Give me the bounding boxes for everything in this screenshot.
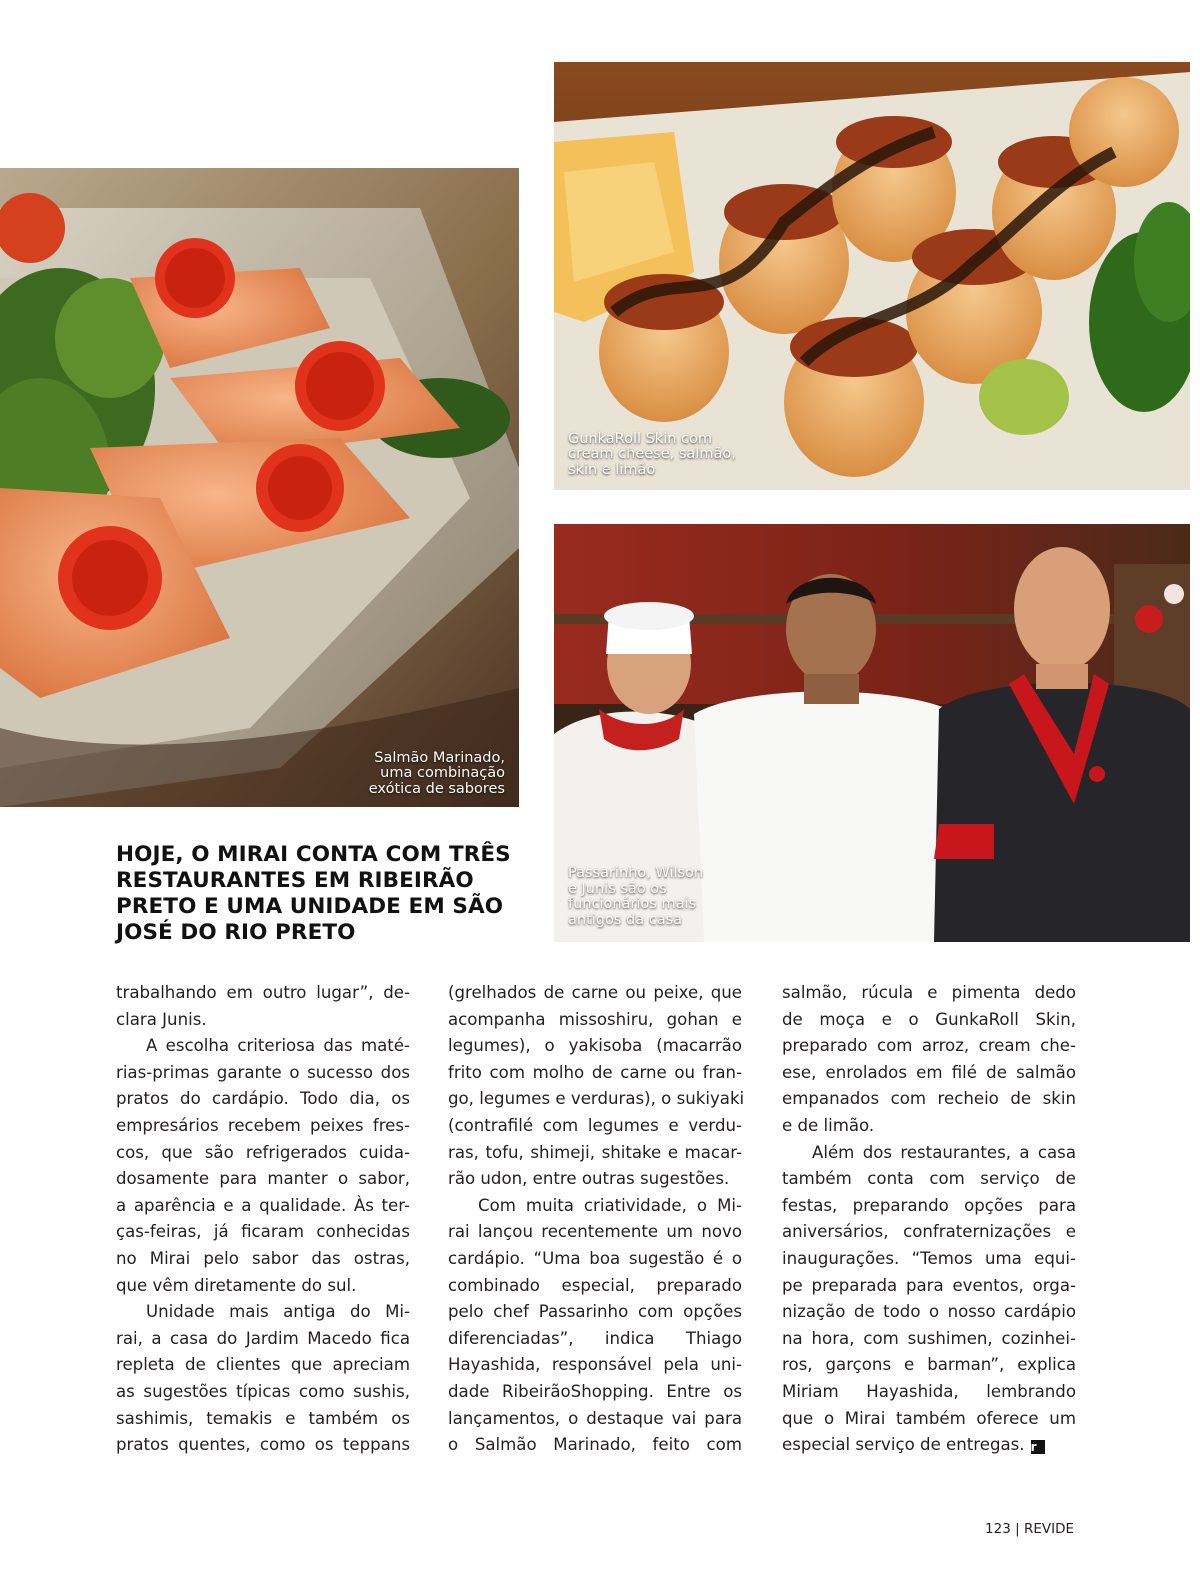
salmon-photo-illustration — [0, 168, 519, 807]
text-line: rai, a casa do Jardim Macedo fica — [116, 1328, 410, 1348]
caption-line: exótica de sabores — [368, 780, 505, 797]
caption-line: skin e limão — [568, 461, 656, 478]
text-line: as sugestões típicas como sushis, — [116, 1381, 410, 1401]
text-line: que o Mirai também oferece um — [782, 1408, 1076, 1428]
text-line: legumes), o yakisoba (macarrão — [448, 1036, 742, 1056]
text-line: aniversários, confraternizações e — [782, 1222, 1076, 1242]
revide-end-mark-icon: r — [1031, 1440, 1045, 1454]
staff-photo-caption — [568, 866, 703, 928]
page-folio: 123 | REVIDE — [985, 1521, 1074, 1537]
caption-line: cream cheese, salmão, — [568, 446, 736, 462]
text-line: inaugurações. “Temos uma equi- — [782, 1248, 1076, 1268]
text-line: diferenciadas”, indica Thiago — [448, 1328, 742, 1348]
text-line: de moça e o GunkaRoll Skin, — [782, 1009, 1076, 1029]
text-line: festas, preparando opções para — [782, 1195, 1076, 1215]
text-line: trabalhando em outro lugar”, de- — [116, 983, 410, 1002]
caption-line: GunkaRoll Skin com — [568, 430, 713, 447]
text-line: pratos quentes, como os teppans — [116, 1435, 410, 1455]
caption-line: antigos da casa — [568, 911, 683, 928]
text-line: salmão, rúcula e pimenta dedo — [782, 983, 1076, 1002]
text-line: lançamentos, o destaque vai para — [448, 1408, 742, 1428]
text-line — [782, 1432, 1076, 1459]
body-column-2 — [448, 980, 745, 1459]
text-line: cardápio. “Uma boa sugestão é o — [448, 1248, 742, 1268]
pull-quote-line: HOJE, O MIRAI CONTA COM TRÊS — [116, 842, 511, 867]
gunkaroll-photo-caption — [568, 432, 736, 479]
caption-line: e Junis são os — [568, 880, 667, 897]
text-line: sashimis, temakis e também os — [116, 1408, 410, 1428]
text-line: e de limão. — [782, 1115, 875, 1135]
text-line: pe preparada para eventos, orga- — [782, 1275, 1076, 1295]
text-line: frito com molho de carne ou fran- — [448, 1062, 742, 1082]
text-line: preparado com arroz, cream che- — [782, 1036, 1076, 1056]
staff-photo — [554, 524, 1190, 942]
pull-quote-line: JOSÉ DO RIO PRETO — [116, 920, 356, 945]
salmon-photo — [0, 168, 519, 807]
text-line: rias-primas garante o sucesso dos — [116, 1062, 410, 1082]
text-line: dosamente para manter o sabor, — [116, 1169, 410, 1189]
last-line-text: especial serviço de entregas. — [782, 1435, 1025, 1455]
caption-line: Salmão Marinado, — [374, 749, 505, 766]
salmon-photo-caption — [369, 751, 505, 798]
text-line: a aparência e a qualidade. Às ter- — [116, 1195, 410, 1215]
text-line: combinado especial, preparado — [448, 1275, 742, 1295]
text-line: (grelhados de carne ou peixe, que — [448, 983, 742, 1002]
text-line: go, legumes e verduras), o sukiyaki — [448, 1089, 745, 1109]
body-column-1 — [116, 980, 410, 1459]
caption-line: Passarinho, Wilson — [568, 865, 704, 881]
text-line: acompanha missoshiru, gohan e — [448, 1009, 742, 1029]
text-line: ças-feiras, já ficaram conhecidas — [116, 1222, 410, 1242]
text-line: também conta com serviço de — [782, 1169, 1076, 1189]
text-line: Com muita criatividade, o Mi- — [478, 1195, 742, 1215]
caption-line: funcionários mais — [568, 896, 697, 912]
pull-quote — [116, 842, 536, 946]
text-line: que vêm diretamente do sul. — [116, 1275, 357, 1295]
text-line: rai lançou recentemente um novo — [448, 1222, 742, 1242]
text-line: Unidade mais antiga do Mi- — [146, 1302, 410, 1322]
body-column-3 — [782, 980, 1076, 1459]
text-line: clara Junis. — [116, 1009, 207, 1029]
text-line: na hora, com sushimen, cozinhei- — [782, 1328, 1076, 1348]
text-line: Miriam Hayashida, lembrando — [782, 1381, 1076, 1401]
text-line: rão udon, entre outras sugestões. — [448, 1169, 730, 1189]
text-line: dade RibeirãoShopping. Entre os — [448, 1381, 742, 1401]
text-line: empanados com recheio de skin — [782, 1089, 1076, 1109]
text-line: nização de todo o nosso cardápio — [782, 1302, 1076, 1322]
text-line: repleta de clientes que apreciam — [116, 1355, 410, 1375]
gunkaroll-photo-illustration — [554, 62, 1190, 490]
caption-line: uma combinação — [380, 765, 505, 781]
text-line: pelo chef Passarinho com opções — [448, 1302, 742, 1322]
text-line: empresários recebem peixes fres- — [116, 1115, 410, 1135]
pull-quote-line: RESTAURANTES EM RIBEIRÃO — [116, 868, 474, 893]
text-line: ese, enrolados em filé de salmão — [782, 1062, 1076, 1082]
text-line: o Salmão Marinado, feito com — [448, 1435, 742, 1455]
text-line: A escolha criteriosa das maté- — [146, 1036, 410, 1056]
text-line: no Mirai pelo sabor das ostras, — [116, 1248, 410, 1268]
text-line: Hayashida, responsável pela uni- — [448, 1355, 742, 1375]
text-line: Além dos restaurantes, a casa — [812, 1142, 1076, 1162]
text-line: cos, que são refrigerados cuida- — [116, 1142, 410, 1162]
pull-quote-line: PRETO E UMA UNIDADE EM SÃO — [116, 894, 504, 919]
gunkaroll-photo — [554, 62, 1190, 490]
text-line: pratos do cardápio. Todo dia, os — [116, 1089, 410, 1109]
text-line: ros, garçons e barman”, explica — [782, 1355, 1076, 1375]
text-line: (contrafilé com legumes e verdu- — [448, 1115, 742, 1135]
text-line: ras, tofu, shimeji, shitake e macar- — [448, 1142, 742, 1162]
